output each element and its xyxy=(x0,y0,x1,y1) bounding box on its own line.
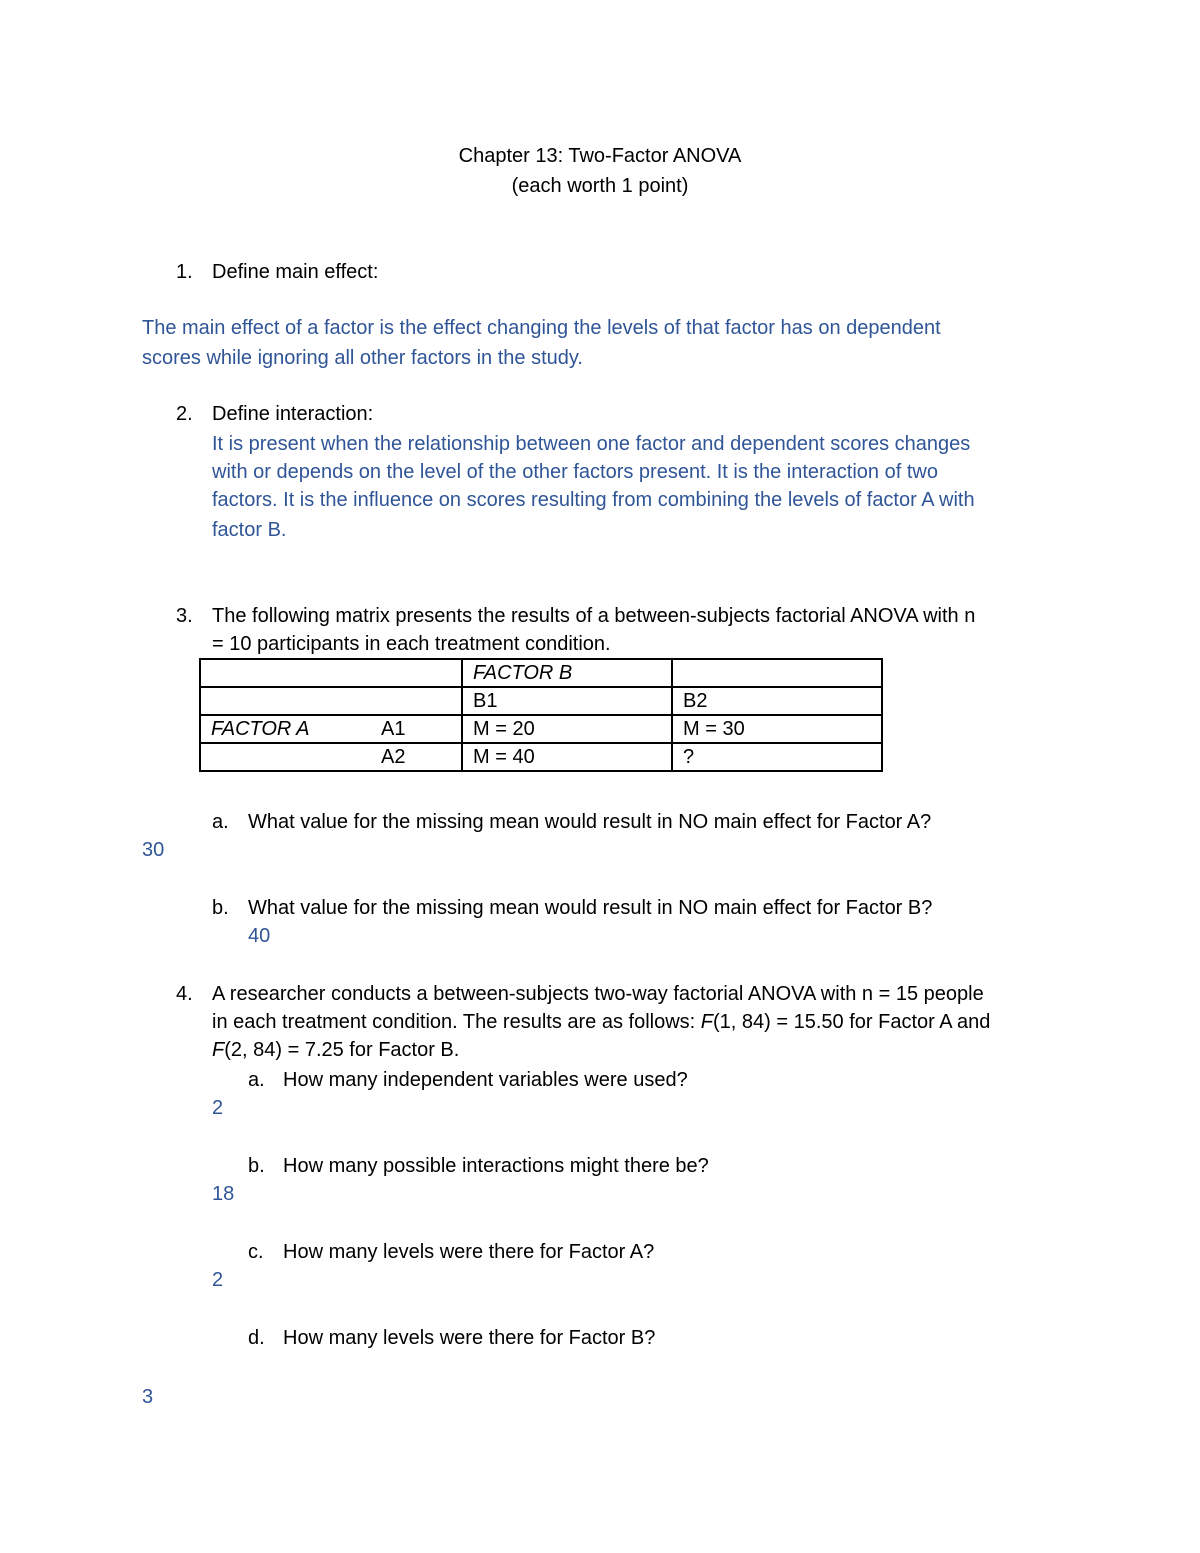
q3b-label: b. xyxy=(212,897,229,919)
q4-line2-suffix: (1, 84) = 15.50 for Factor A and xyxy=(713,1011,991,1033)
b1-header: B1 xyxy=(462,687,672,715)
q4-number: 4. xyxy=(176,983,193,1005)
q4-line2-f: F xyxy=(700,1011,713,1033)
a2-row-header xyxy=(200,743,462,771)
factor-b-header: FACTOR B xyxy=(462,659,672,687)
q3-line1: The following matrix presents the results of a between-subjects factorial ANOVA with n xyxy=(212,605,976,627)
cell-a1-b1: M = 20 xyxy=(462,715,672,743)
q3-number: 3. xyxy=(176,605,193,627)
q3a-answer: 30 xyxy=(142,839,165,861)
q2-number: 2. xyxy=(176,403,193,425)
q2-answer-line2: with or depends on the level of the other factors present. It is the interaction of two xyxy=(212,461,938,483)
cell-a2-b2: ? xyxy=(672,743,882,771)
q3a-question: What value for the missing mean would result in NO main effect for Factor A? xyxy=(248,811,932,833)
results-matrix-table xyxy=(199,658,883,772)
q4b-question: How many possible interactions might there be? xyxy=(283,1155,709,1177)
q3a-label: a. xyxy=(212,811,229,833)
a1-label: A1 xyxy=(381,718,406,740)
q4-line1: A researcher conducts a between-subjects two-way factorial ANOVA with n = 15 people xyxy=(212,983,984,1005)
factor-a-label: FACTOR A xyxy=(211,718,310,740)
q4c-question: How many levels were there for Factor A? xyxy=(283,1241,655,1263)
q1-answer-line1: The main effect of a factor is the effect changing the levels of that factor has on dependent xyxy=(142,317,941,339)
q4-line2 xyxy=(212,1008,990,1036)
q4d-question: How many levels were there for Factor B? xyxy=(283,1327,656,1349)
q1-answer-line2: scores while ignoring all other factors in the study. xyxy=(142,347,583,369)
q4-line2-prefix: in each treatment condition. The results are as follows: xyxy=(212,1011,701,1033)
q4a-question: How many independent variables were used? xyxy=(283,1069,688,1091)
q3b-question: What value for the missing mean would result in NO main effect for Factor B? xyxy=(248,897,933,919)
q4-line3-f: F xyxy=(212,1039,225,1061)
table-row xyxy=(200,715,882,743)
q4d-answer: 3 xyxy=(142,1386,154,1408)
q4a-label: a. xyxy=(248,1069,265,1091)
b2-header: B2 xyxy=(672,687,882,715)
q4c-answer: 2 xyxy=(212,1269,224,1291)
q4-line3 xyxy=(212,1036,459,1064)
q4d-label: d. xyxy=(248,1327,265,1349)
q4c-label: c. xyxy=(248,1241,264,1263)
cell-a2-b1: M = 40 xyxy=(462,743,672,771)
factor-a-row-header xyxy=(200,715,462,743)
q2-answer-line1: It is present when the relationship between one factor and dependent scores changes xyxy=(212,433,971,455)
q2-answer-line4: factor B. xyxy=(212,519,287,541)
page-subtitle: (each worth 1 point) xyxy=(511,175,689,197)
page-title: Chapter 13: Two-Factor ANOVA xyxy=(458,145,742,167)
cell-a1-b2: M = 30 xyxy=(672,715,882,743)
q1-number: 1. xyxy=(176,261,193,283)
q2-answer-line3: factors. It is the influence on scores resulting from combining the levels of factor A with xyxy=(212,489,975,511)
table-cell-empty xyxy=(672,659,882,687)
q4-line3-suffix: (2, 84) = 7.25 for Factor B. xyxy=(224,1039,460,1061)
q3-line2: = 10 participants in each treatment condition. xyxy=(212,633,611,655)
q2-question: Define interaction: xyxy=(212,403,374,425)
table-row xyxy=(200,687,882,715)
table-cell-empty xyxy=(200,687,462,715)
q4a-answer: 2 xyxy=(212,1097,224,1119)
table-row xyxy=(200,743,882,771)
q4b-label: b. xyxy=(248,1155,265,1177)
a2-label: A2 xyxy=(381,746,406,768)
q4b-answer: 18 xyxy=(212,1183,235,1205)
q1-question: Define main effect: xyxy=(212,261,379,283)
table-cell-empty xyxy=(200,659,462,687)
q3b-answer: 40 xyxy=(248,925,271,947)
table-row xyxy=(200,659,882,687)
